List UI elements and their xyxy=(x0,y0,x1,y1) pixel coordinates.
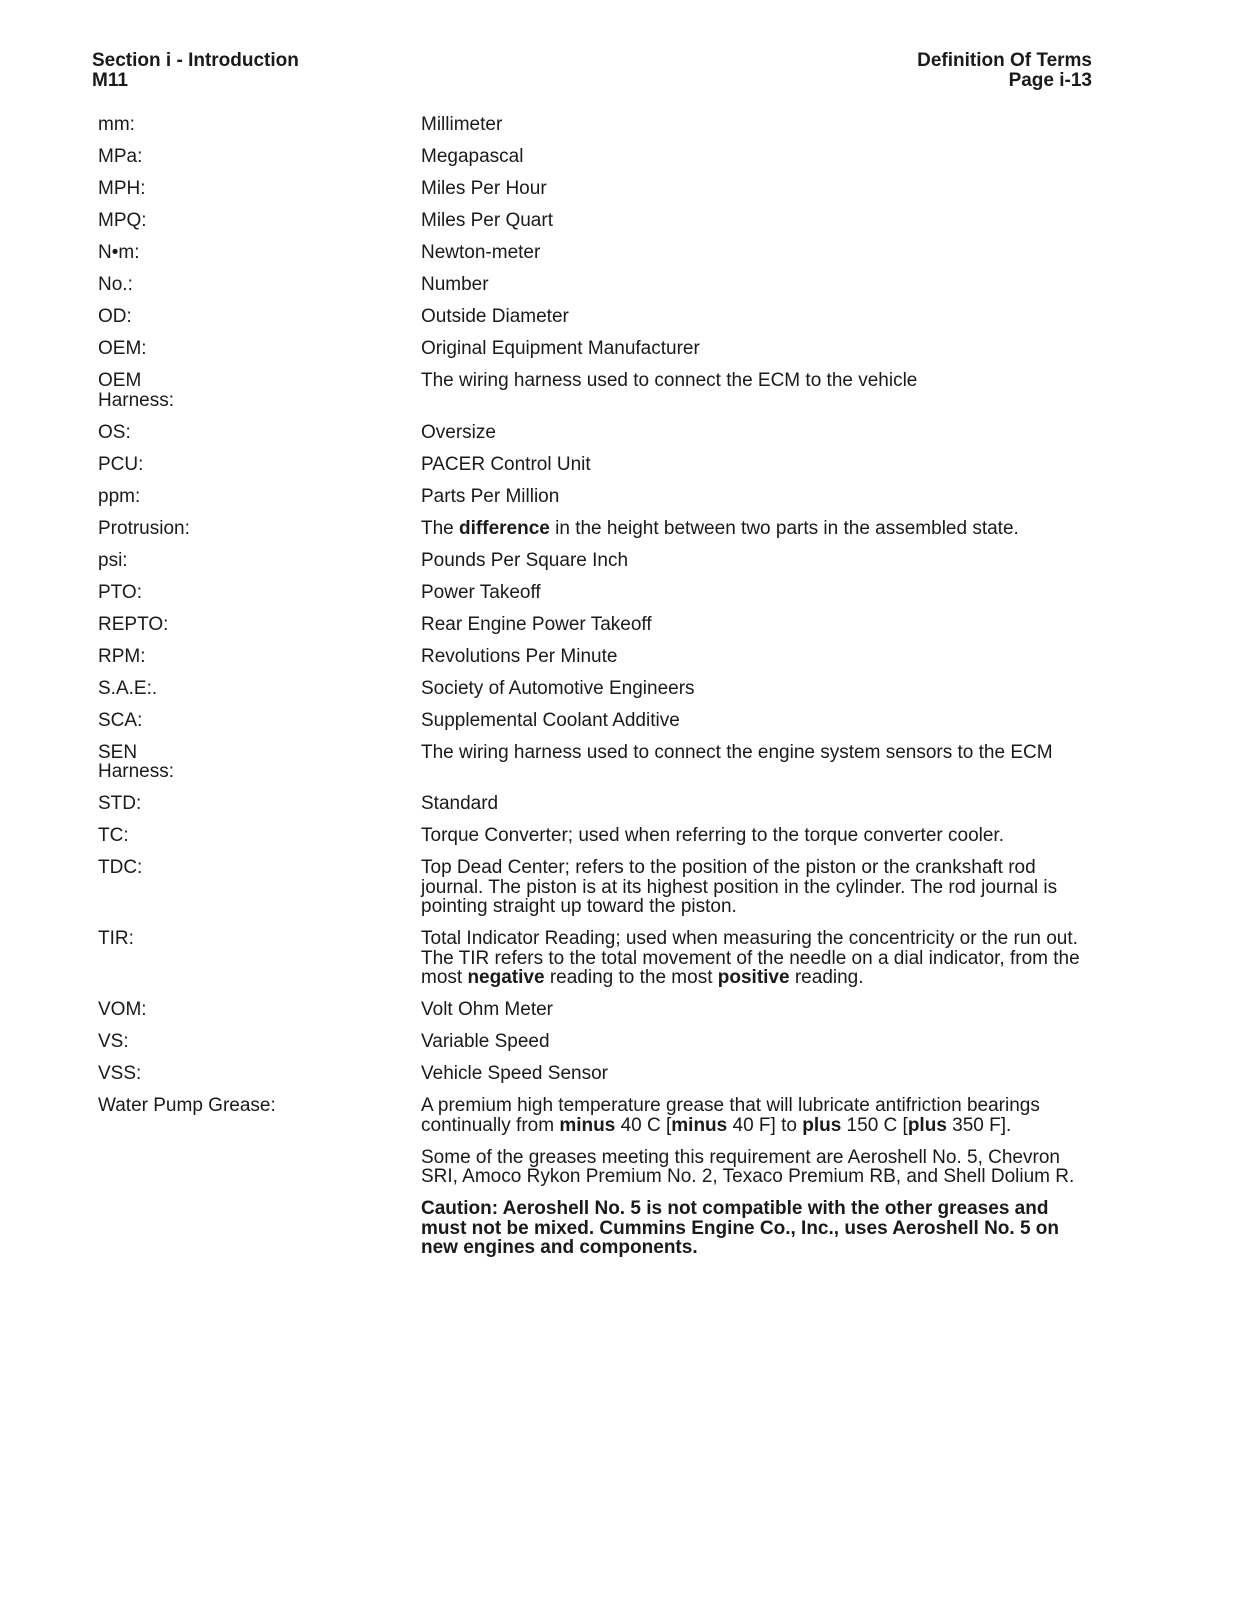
term-label: PTO: xyxy=(98,581,142,603)
term-row xyxy=(98,858,1088,917)
section-title: Section i - Introduction xyxy=(92,50,299,71)
definition-text: Total Indicator Reading; used when measuring the concentricity or the run out. The TIR refers to the total movement of the needle on a dial indicator, from the most xyxy=(421,928,1080,988)
term-label: TDC: xyxy=(98,857,143,878)
term-definition: Pounds Per Square Inch xyxy=(421,549,629,571)
definition-text: 150 C [ xyxy=(841,1114,908,1136)
term-row xyxy=(98,1000,1088,1020)
term-definition: Supplemental Coolant Additive xyxy=(421,709,680,731)
term-row xyxy=(98,929,1088,988)
term-definition xyxy=(421,519,1088,539)
term-row xyxy=(98,647,1088,667)
term-label: N•m: xyxy=(98,242,140,263)
term-definition: Outside Diameter xyxy=(421,306,569,327)
term-label-line: Harness: xyxy=(98,389,175,411)
term-definition: Vehicle Speed Sensor xyxy=(421,1063,608,1084)
term-row xyxy=(98,794,1088,814)
term-row xyxy=(98,339,1088,359)
term-row xyxy=(98,1096,1088,1258)
term-label xyxy=(98,371,421,410)
term-label: MPQ: xyxy=(98,210,147,231)
term-definition: Volt Ohm Meter xyxy=(421,999,553,1020)
term-label: OEM: xyxy=(98,338,147,359)
definition-emphasis: plus xyxy=(907,1114,947,1136)
definition-text: 350 F]. xyxy=(946,1114,1012,1136)
term-row xyxy=(98,275,1088,295)
definition-paragraph: Some of the greases meeting this requirement are Aeroshell No. 5, Chevron SRI, Amoco Rykon Premium No. 2, Texaco Premium RB, and Shell Dolium R. xyxy=(421,1146,1075,1187)
term-definition: Revolutions Per Minute xyxy=(421,645,618,667)
term-row xyxy=(98,519,1088,539)
definition-emphasis: positive xyxy=(717,967,790,988)
term-definition: Oversize xyxy=(421,421,496,443)
term-definition xyxy=(421,1096,1088,1258)
term-row xyxy=(98,423,1088,443)
definition-emphasis: minus xyxy=(559,1114,616,1136)
term-row xyxy=(98,243,1088,263)
term-definition: Miles Per Quart xyxy=(421,210,553,231)
term-label: OD: xyxy=(98,306,132,327)
term-label xyxy=(98,743,421,782)
definition-text: reading. xyxy=(789,967,864,988)
definition-emphasis: minus xyxy=(671,1114,728,1136)
term-definition: The wiring harness used to connect the ECM to the vehicle xyxy=(421,370,918,391)
term-definition: Standard xyxy=(421,793,499,814)
header-right xyxy=(917,51,1092,91)
term-label: Protrusion: xyxy=(98,517,190,539)
term-row xyxy=(98,583,1088,603)
term-row xyxy=(98,179,1088,199)
definition-text: The xyxy=(421,517,460,539)
term-definition: Miles Per Hour xyxy=(421,178,547,199)
term-label: TIR: xyxy=(98,928,134,949)
term-label: ppm: xyxy=(98,485,141,507)
chapter-title: Definition Of Terms xyxy=(917,50,1092,71)
definition-text: reading to the most xyxy=(544,967,718,988)
term-row xyxy=(98,115,1088,135)
definition-emphasis: difference xyxy=(459,517,550,539)
header-left xyxy=(92,51,299,91)
definition-text: 40 F] to xyxy=(727,1114,803,1136)
term-definition: Parts Per Million xyxy=(421,485,560,507)
terms-list xyxy=(98,115,1088,1270)
term-label: PCU: xyxy=(98,453,144,475)
term-label-line: Harness: xyxy=(98,761,175,782)
term-label: No.: xyxy=(98,274,133,295)
definition-text: 40 C [ xyxy=(615,1114,672,1136)
term-label: S.A.E:. xyxy=(98,677,158,699)
term-definition xyxy=(421,929,1088,988)
term-row xyxy=(98,307,1088,327)
term-definition: Newton-meter xyxy=(421,242,541,263)
term-label: OS: xyxy=(98,421,131,443)
term-row xyxy=(98,371,1088,410)
term-row xyxy=(98,826,1088,846)
term-definition: Original Equipment Manufacturer xyxy=(421,338,700,359)
term-definition: Rear Engine Power Takeoff xyxy=(421,613,652,635)
term-row xyxy=(98,743,1088,782)
term-row xyxy=(98,455,1088,475)
caution-note: Caution: Aeroshell No. 5 is not compatible with the other greases and must not be mixed. Cummins Engine Co., Inc., uses Aeroshell No. 5 on new engines and components. xyxy=(421,1198,1060,1258)
term-label: VSS: xyxy=(98,1063,142,1084)
term-label: MPa: xyxy=(98,146,143,167)
term-row xyxy=(98,211,1088,231)
term-row xyxy=(98,1064,1088,1084)
definition-emphasis: plus xyxy=(802,1114,842,1136)
term-label-line: SEN xyxy=(98,741,138,763)
term-label: MPH: xyxy=(98,178,146,199)
page-number: Page i-13 xyxy=(1008,70,1092,91)
term-definition: Power Takeoff xyxy=(421,581,541,603)
term-label: mm: xyxy=(98,114,135,135)
term-label: psi: xyxy=(98,549,128,571)
definition-text: in the height between two parts in the assembled state. xyxy=(549,517,1019,539)
term-definition: Top Dead Center; refers to the position of the piston or the crankshaft rod journal. The piston is at its highest position in the cylinder. The rod journal is pointing straight up toward the piston. xyxy=(421,857,1058,917)
term-definition: Millimeter xyxy=(421,114,503,135)
term-label: RPM: xyxy=(98,645,146,667)
term-label: TC: xyxy=(98,825,129,846)
definition-emphasis: negative xyxy=(467,967,545,988)
term-label-line: OEM xyxy=(98,370,142,391)
term-label: VOM: xyxy=(98,999,147,1020)
term-label: REPTO: xyxy=(98,613,169,635)
term-definition: Society of Automotive Engineers xyxy=(421,677,695,699)
term-label: Water Pump Grease: xyxy=(98,1095,276,1116)
term-row xyxy=(98,147,1088,167)
term-definition: Torque Converter; used when referring to the torque converter cooler. xyxy=(421,825,1004,846)
engine-model: M11 xyxy=(92,70,128,91)
term-label: SCA: xyxy=(98,709,143,731)
term-definition: Megapascal xyxy=(421,146,524,167)
definition-text: A premium high temperature grease that will lubricate antifriction bearings continually from xyxy=(421,1095,1040,1136)
term-definition: Number xyxy=(421,274,489,295)
term-definition: PACER Control Unit xyxy=(421,453,591,475)
term-row xyxy=(98,487,1088,507)
term-row xyxy=(98,711,1088,731)
term-row xyxy=(98,551,1088,571)
term-label: VS: xyxy=(98,1031,129,1052)
definition-paragraph xyxy=(421,1096,1088,1135)
term-definition: The wiring harness used to connect the engine system sensors to the ECM xyxy=(421,741,1053,763)
term-row xyxy=(98,1032,1088,1052)
term-definition: Variable Speed xyxy=(421,1031,550,1052)
term-row xyxy=(98,679,1088,699)
term-label: STD: xyxy=(98,793,142,814)
term-row xyxy=(98,615,1088,635)
